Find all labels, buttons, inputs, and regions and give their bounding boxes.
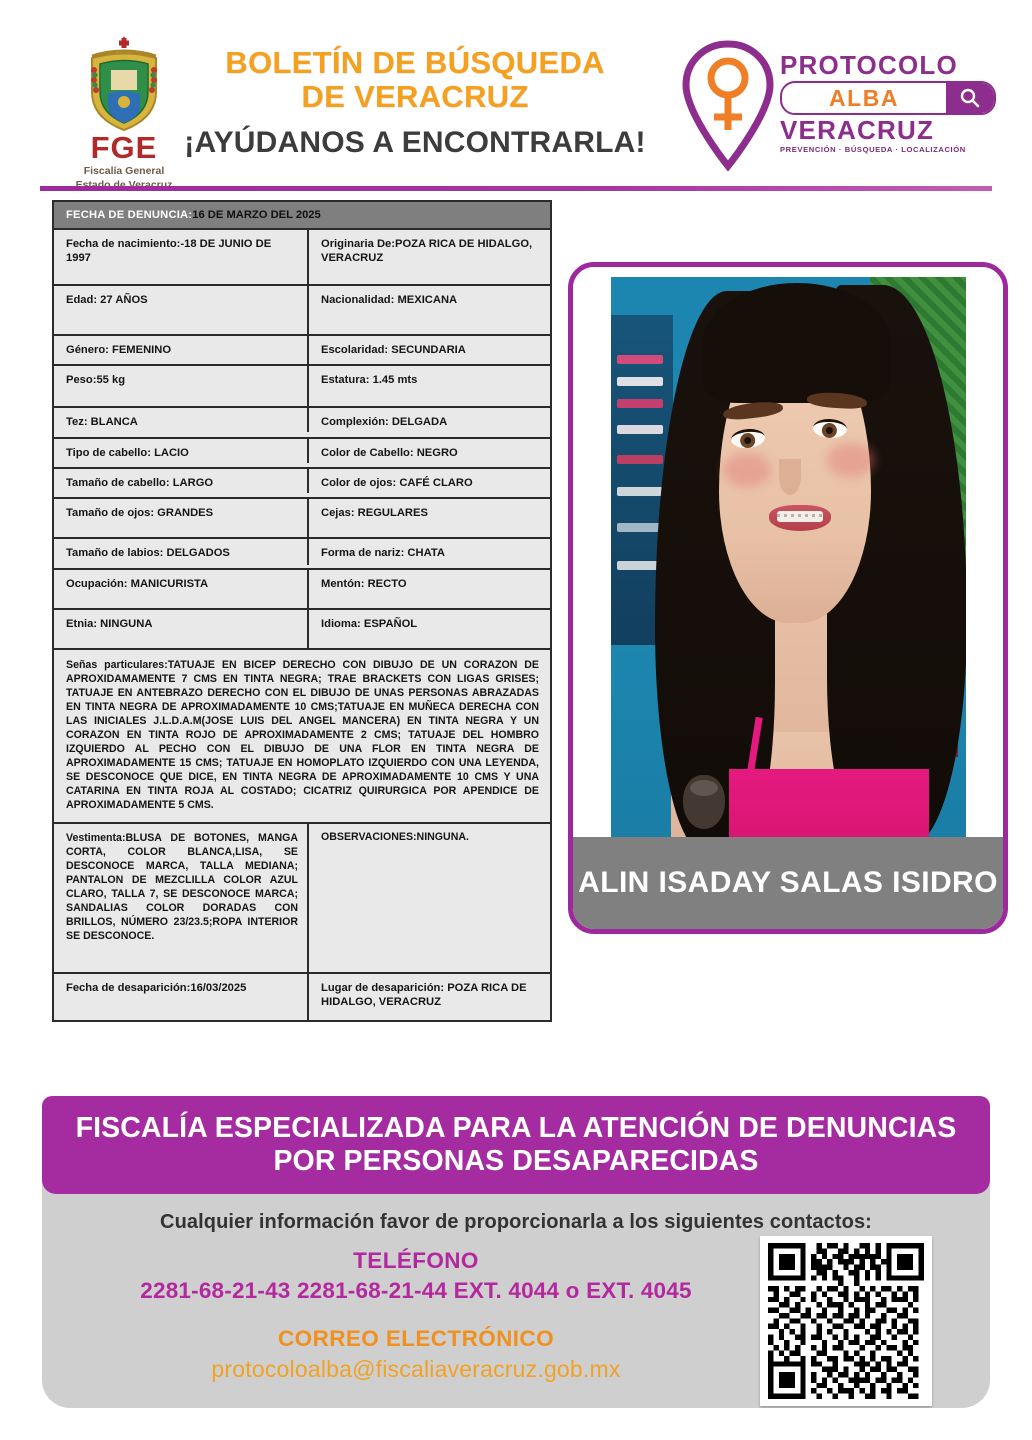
- missing-person-card: [568, 262, 1008, 934]
- field-eyebrows: Cejas: REGULARES: [309, 499, 550, 537]
- field-skin: Tez: BLANCA: [54, 408, 309, 432]
- field-nationality: Nacionalidad: MEXICANA: [309, 286, 550, 334]
- fiscalia-banner: [42, 1096, 990, 1194]
- fge-abbrev: FGE: [90, 130, 158, 165]
- fiscalia-text: FISCALÍA ESPECIALIZADA PARA LA ATENCIÓN DE DENUNCIAS POR PERSONAS DESAPARECIDAS: [75, 1111, 957, 1177]
- field-height: Estatura: 1.45 mts: [309, 366, 550, 406]
- table-row: [54, 539, 550, 569]
- field-hair-color: Color de Cabello: NEGRO: [309, 439, 550, 467]
- alba-pill-left: [782, 83, 946, 113]
- table-row: [54, 974, 550, 1020]
- alba-pill: [780, 81, 996, 115]
- table-row: [54, 824, 550, 974]
- person-data-table: [52, 200, 552, 1022]
- person-name-banner: [573, 837, 1003, 929]
- distinguishing-marks: Señas particulares:TATUAJE EN BICEP DERECHO CON DIBUJO DE UN CORAZON DE APROXIDAMAMENTE 7 CMS EN TINTA NEGRA; TRAE BRACKETS CON LIGAS GRISES; TATUAJE EN ANTEBRAZO DERECHO CON EL DIBUJO DE UNAS PERSONAS ABRAZADAS EN TINTA NEGRA DE APROXIMADAMENTE 10 CMS;TATUAJE EN MUÑECA DERECHA CON LAS INICIALES J.L.D.A.M(JOSE LUIS DEL ANGEL MANCERA) EN TINTA NEGRA Y UN CORAZON EN TINTA ROJO DE APROXIMADAMENTE 2 CMS; TATUAJE DEL HOMBRO IZQUIERDO AL PECHO CON EL DIBUJO DE UNA FLOR EN TINTA NEGRA DE APROXIMADAMENTE 15 CMS; TATUAJE EN HOMOPLATO IZQUIERDO CON UNA LEYENDA, SE DESCONOCE QUE DICE, EN TINTA NEGRA DE APROXIMADAMENTE 10 CMS Y UNA CATARINA EN TINTA ROJA AL COSTADO; CICATRIZ QUIRURGICA POR APENDICE DE APROXIMADAMENTE 5 CMS.: [54, 650, 550, 822]
- field-origin: Originaria De:POZA RICA DE HIDALGO, VERACRUZ: [309, 230, 550, 284]
- table-row: [54, 408, 550, 438]
- table-row: [54, 469, 550, 499]
- table-row: [54, 499, 550, 539]
- fge-org-line1: Fiscalía General: [83, 165, 165, 177]
- alba-veracruz-text: VERACRUZ: [780, 115, 935, 145]
- field-lips: Tamaño de labios: DELGADOS: [54, 539, 309, 565]
- help-find-her-subtitle: ¡AYÚDANOS A ENCONTRARLA!: [184, 126, 646, 160]
- person-name: ALIN ISADAY SALAS ISIDRO: [578, 865, 998, 899]
- title-line-1: BOLETÍN DE BÚSQUEDA: [225, 45, 605, 80]
- email-label: CORREO ELECTRÓNICO: [278, 1326, 554, 1351]
- field-hair-length: Tamaño de cabello: LARGO: [54, 469, 309, 493]
- table-row: [54, 610, 550, 650]
- table-row: [54, 366, 550, 408]
- field-eye-color: Color de ojos: CAFÉ CLARO: [309, 469, 550, 497]
- alba-protocolo-text: PROTOCOLO: [780, 50, 958, 80]
- table-row: [54, 286, 550, 336]
- phone-label: TELÉFONO: [353, 1248, 479, 1273]
- table-row: [54, 336, 550, 366]
- disappearance-date: Fecha de desaparición:16/03/2025: [54, 974, 309, 1020]
- qr-code-icon: [767, 1243, 925, 1399]
- email-address[interactable]: protocoloalba@fiscaliaveracruz.gob.mx: [211, 1356, 621, 1382]
- qr-code[interactable]: [760, 1236, 932, 1406]
- page-header: [0, 0, 1032, 178]
- title-line-2: DE VERACRUZ: [301, 79, 529, 115]
- missing-person-photo: [611, 277, 966, 837]
- table-row: [54, 650, 550, 824]
- alba-text: ALBA: [829, 84, 899, 111]
- field-occupation: Ocupación: MANICURISTA: [54, 570, 309, 608]
- field-build: Complexión: DELGADA: [309, 408, 550, 436]
- female-location-pin-icon: [680, 38, 776, 179]
- field-education: Escolaridad: SECUNDARIA: [309, 336, 550, 364]
- report-date-value: 16 DE MARZO DEL 2025: [192, 209, 321, 221]
- table-row: [54, 439, 550, 469]
- search-icon: [946, 83, 994, 113]
- clothing-description: Vestimenta:BLUSA DE BOTONES, MANGA CORTA, COLOR BLANCA,LISA, SE DESCONOCE MARCA, TALLA MEDIANA; PANTALON DE MEZCLILLA COLOR AZUL CLARO, TALLA 7, SE DESCONOCE MARCA; SANDALIAS COLOR DORADAS CON BRILLOS, NÚMERO 23/23.5;ROPA INTERIOR SE DESCONOCE.: [54, 824, 309, 972]
- report-date-label: FECHA DE DENUNCIA:: [66, 209, 193, 221]
- observations: OBSERVACIONES:NINGUNA.: [309, 824, 550, 972]
- title-block: [165, 46, 665, 160]
- field-weight: Peso:55 kg: [54, 366, 309, 406]
- disappearance-place: Lugar de desaparición: POZA RICA DE HIDALGO, VERACRUZ: [309, 974, 550, 1020]
- field-eye-size: Tamaño de ojos: GRANDES: [54, 499, 309, 537]
- alba-tagline: PREVENCIÓN · BÚSQUEDA · LOCALIZACIÓN: [780, 145, 966, 155]
- field-chin: Mentón: RECTO: [309, 570, 550, 608]
- phone-numbers[interactable]: 2281-68-21-43 2281-68-21-44 EXT. 4044 o EXT. 4045: [140, 1278, 692, 1303]
- field-age: Edad: 27 AÑOS: [54, 286, 309, 334]
- field-language: Idioma: ESPAÑOL: [309, 610, 550, 648]
- field-ethnicity: Etnia: NINGUNA: [54, 610, 309, 648]
- field-nose: Forma de nariz: CHATA: [309, 539, 550, 567]
- report-date-row: [54, 202, 550, 230]
- photo-area: [573, 267, 1003, 837]
- table-row: [54, 570, 550, 610]
- header-divider: [40, 186, 992, 191]
- table-row: [54, 230, 550, 286]
- field-birthdate: Fecha de nacimiento:-18 DE JUNIO DE 1997: [54, 230, 309, 284]
- contact-panel: [42, 1096, 990, 1408]
- contact-instruction: Cualquier información favor de proporcionarla a los siguientes contactos:: [160, 1211, 872, 1233]
- protocolo-alba-logo: [672, 34, 1002, 174]
- field-hair-type: Tipo de cabello: LACIO: [54, 439, 309, 463]
- field-gender: Género: FEMENINO: [54, 336, 309, 364]
- alba-wordmark: [780, 52, 1005, 154]
